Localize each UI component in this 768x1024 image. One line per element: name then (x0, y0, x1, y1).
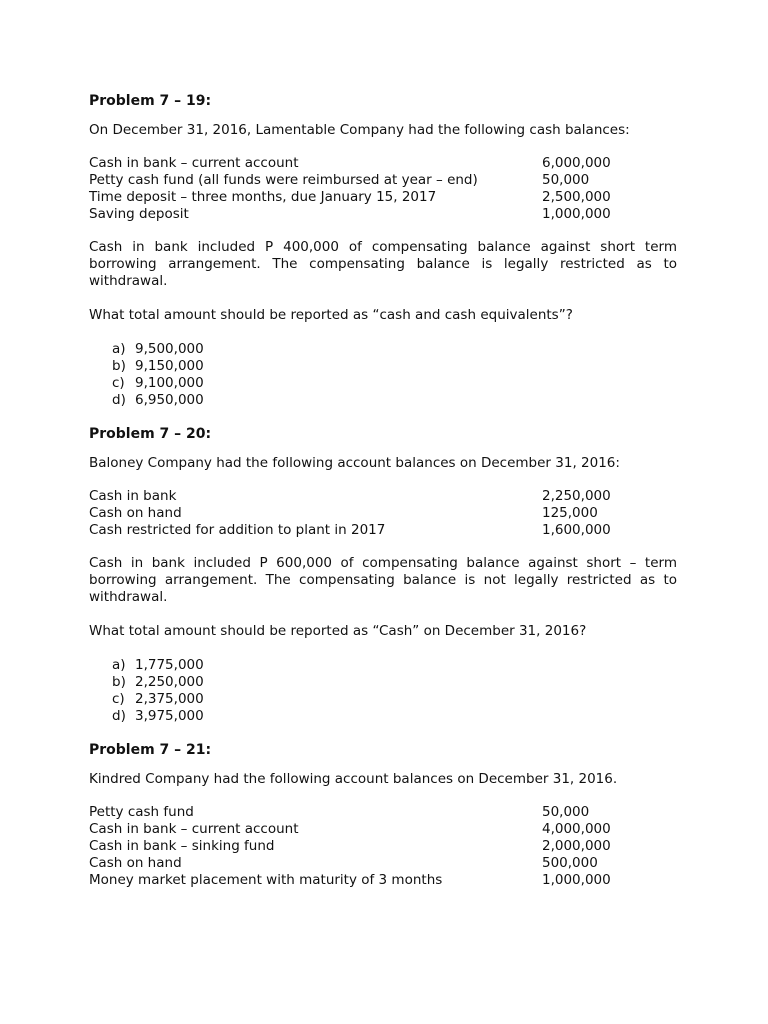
choices-list (89, 657, 677, 725)
balance-amount: 2,000,000 (542, 838, 611, 854)
balances-list (89, 804, 677, 889)
problem-question: What total amount should be reported as “Cash” on December 31, 2016? (89, 623, 587, 639)
choice-b (89, 674, 677, 691)
choice-text: 6,950,000 (135, 392, 204, 408)
balance-row (89, 206, 677, 223)
choice-text: 9,500,000 (135, 341, 204, 357)
choice-letter: b) (112, 674, 126, 690)
balance-amount: 50,000 (542, 804, 590, 820)
balance-amount: 4,000,000 (542, 821, 611, 837)
problem-title: Problem 7 – 20: (89, 426, 212, 442)
balance-label: Cash in bank – current account (89, 821, 299, 837)
choice-text: 2,375,000 (135, 691, 204, 707)
balance-row (89, 172, 677, 189)
balance-amount: 6,000,000 (542, 155, 611, 171)
choice-d (89, 392, 677, 409)
choice-c (89, 691, 677, 708)
choice-text: 9,100,000 (135, 375, 204, 391)
balance-label: Petty cash fund (all funds were reimbursed at year – end) (89, 172, 478, 188)
choice-letter: c) (112, 375, 125, 391)
choice-a (89, 341, 677, 358)
choice-b (89, 358, 677, 375)
balance-amount: 2,250,000 (542, 488, 611, 504)
choice-letter: a) (112, 657, 126, 673)
balance-label: Cash on hand (89, 855, 182, 871)
choice-letter: b) (112, 358, 126, 374)
choice-text: 1,775,000 (135, 657, 204, 673)
balance-row (89, 804, 677, 821)
balance-row (89, 855, 677, 872)
choice-a (89, 657, 677, 674)
balance-amount: 2,500,000 (542, 189, 611, 205)
balance-row (89, 505, 677, 522)
choice-letter: c) (112, 691, 125, 707)
balance-row (89, 838, 677, 855)
choice-letter: d) (112, 708, 126, 724)
balance-row (89, 189, 677, 206)
problem-intro: Kindred Company had the following account balances on December 31, 2016. (89, 771, 618, 787)
balance-label: Cash in bank (89, 488, 177, 504)
balance-amount: 1,000,000 (542, 872, 611, 888)
problem-title: Problem 7 – 21: (89, 742, 212, 758)
balance-label: Cash on hand (89, 505, 182, 521)
balances-list (89, 488, 677, 539)
balance-label: Money market placement with maturity of 3 months (89, 872, 443, 888)
balance-label: Cash in bank – sinking fund (89, 838, 275, 854)
document-content (89, 93, 677, 905)
balance-amount: 1,600,000 (542, 522, 611, 538)
balance-row (89, 488, 677, 505)
choice-d (89, 708, 677, 725)
problem-intro: On December 31, 2016, Lamentable Company had the following cash balances: (89, 122, 630, 138)
problem-title: Problem 7 – 19: (89, 93, 212, 109)
problem-question: What total amount should be reported as “cash and cash equivalents”? (89, 307, 573, 323)
choice-text: 2,250,000 (135, 674, 204, 690)
choice-letter: d) (112, 392, 126, 408)
balance-amount: 50,000 (542, 172, 590, 188)
balance-amount: 125,000 (542, 505, 598, 521)
choices-list (89, 341, 677, 409)
balance-row (89, 872, 677, 889)
balance-label: Cash restricted for addition to plant in 2017 (89, 522, 386, 538)
choice-text: 3,975,000 (135, 708, 204, 724)
choice-text: 9,150,000 (135, 358, 204, 374)
balance-row (89, 522, 677, 539)
problem-7-20 (89, 426, 677, 725)
problem-7-19 (89, 93, 677, 409)
problem-note: Cash in bank included P 600,000 of compensating balance against short – term borrowing arrangement. The compensating balance is not legally restricted as to withdrawal. (89, 555, 677, 605)
choice-c (89, 375, 677, 392)
problem-7-21 (89, 742, 677, 889)
problem-intro: Baloney Company had the following account balances on December 31, 2016: (89, 455, 620, 471)
problem-note: Cash in bank included P 400,000 of compensating balance against short term borrowing arrangement. The compensating balance is legally restricted as to withdrawal. (89, 239, 677, 289)
balances-list (89, 155, 677, 223)
balance-row (89, 155, 677, 172)
balance-amount: 500,000 (542, 855, 598, 871)
balance-row (89, 821, 677, 838)
balance-label: Cash in bank – current account (89, 155, 299, 171)
balance-amount: 1,000,000 (542, 206, 611, 222)
balance-label: Time deposit – three months, due January 15, 2017 (89, 189, 437, 205)
choice-letter: a) (112, 341, 126, 357)
balance-label: Saving deposit (89, 206, 189, 222)
balance-label: Petty cash fund (89, 804, 194, 820)
